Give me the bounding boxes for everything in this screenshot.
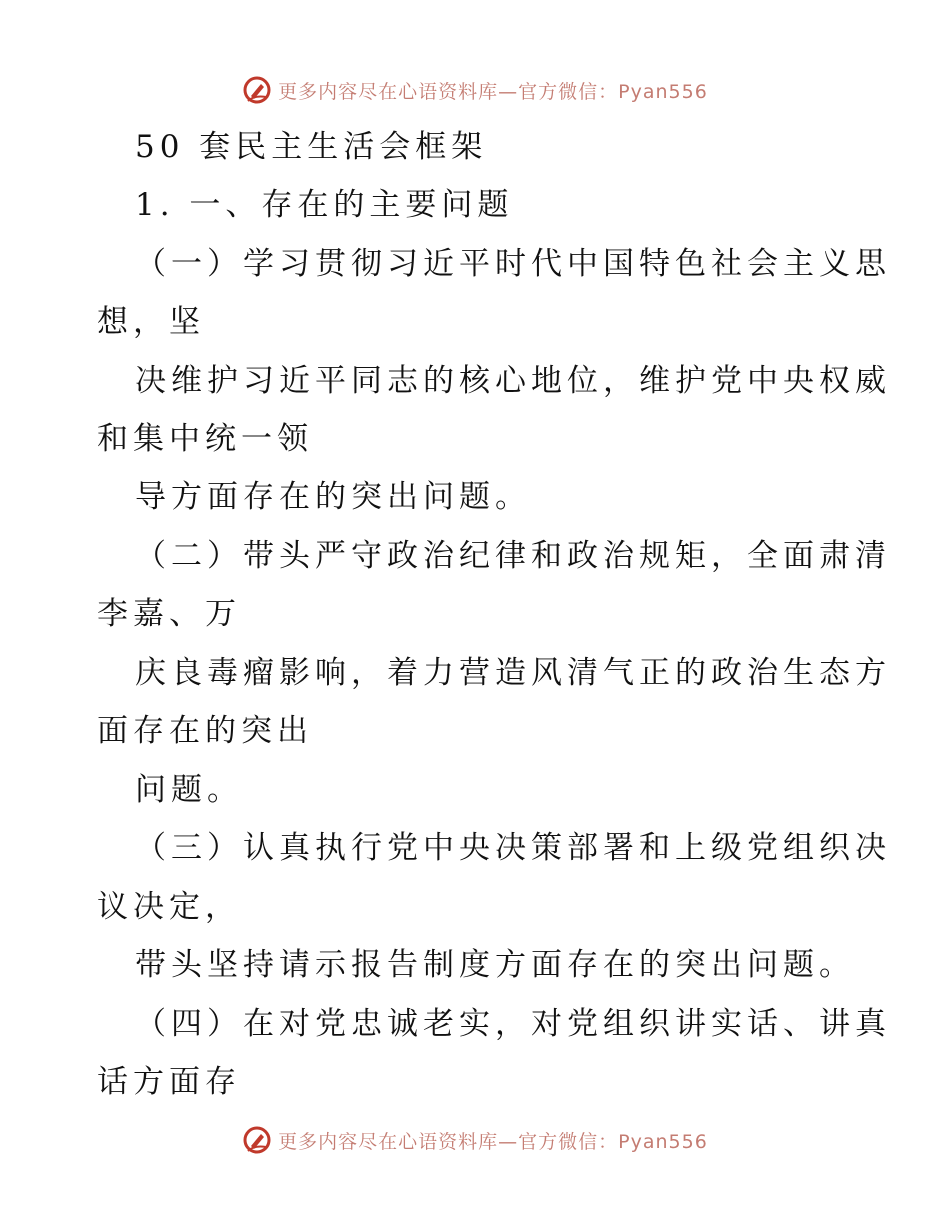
watermark-text: 更多内容尽在心语资料库—官方微信：Pyan556 bbox=[278, 1130, 708, 1153]
section-heading: 1. 一、存在的主要问题 bbox=[135, 187, 514, 223]
header-watermark bbox=[0, 70, 950, 110]
text-line: 想，坚 bbox=[97, 304, 205, 340]
pen-logo-icon bbox=[242, 75, 272, 105]
text-line: 议决定， bbox=[97, 889, 241, 925]
text-line: （二）带头严守政治纪律和政治规矩，全面肃清 bbox=[135, 538, 891, 574]
text-line: 问题。 bbox=[135, 772, 243, 808]
text-line: 带头坚持请示报告制度方面存在的突出问题。 bbox=[135, 947, 855, 983]
text-line: 李嘉、万 bbox=[97, 596, 241, 632]
text-line: 导方面存在的突出问题。 bbox=[135, 479, 531, 515]
text-line: （三）认真执行党中央决策部署和上级党组织决 bbox=[135, 830, 891, 866]
document-title: 50 套民主生活会框架 bbox=[135, 129, 488, 165]
footer-watermark bbox=[0, 1120, 950, 1160]
text-line: （一）学习贯彻习近平时代中国特色社会主义思 bbox=[135, 246, 891, 282]
pen-logo-icon bbox=[242, 1125, 272, 1155]
text-line: 和集中统一领 bbox=[97, 421, 313, 457]
text-line: 面存在的突出 bbox=[97, 713, 313, 749]
text-line: 庆良毒瘤影响，着力营造风清气正的政治生态方 bbox=[135, 655, 891, 691]
text-line: 决维护习近平同志的核心地位，维护党中央权威 bbox=[135, 363, 891, 399]
text-line: 话方面存 bbox=[97, 1064, 241, 1100]
watermark-text: 更多内容尽在心语资料库—官方微信：Pyan556 bbox=[278, 80, 708, 103]
text-line: （四）在对党忠诚老实，对党组织讲实话、讲真 bbox=[135, 1006, 891, 1042]
